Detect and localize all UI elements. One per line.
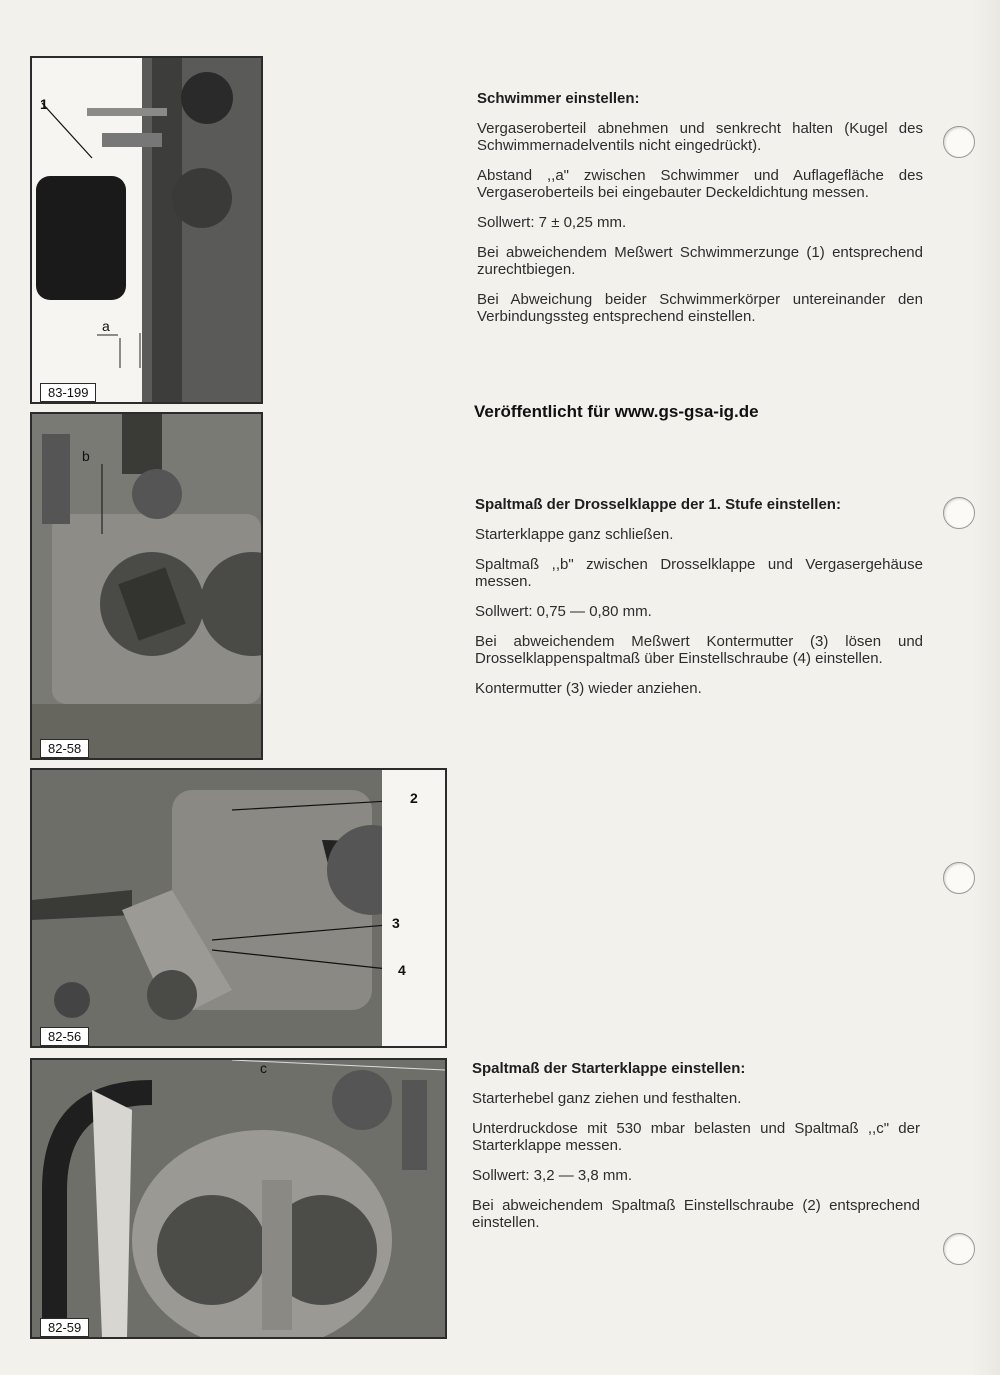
section-paragraph: Bei abweichendem Meßwert Schwimmerzunge (1) entsprechend zurechtbiegen. [477, 244, 923, 278]
choke-photo-illustration [32, 1060, 445, 1337]
figure-linkage-photo [30, 768, 447, 1048]
punch-hole [943, 126, 975, 158]
section-throttle-gap [475, 496, 923, 710]
section-paragraph: Bei abweichendem Meßwert Kontermutter (3) lösen und Drosselklappenspaltmaß über Einstellschraube (4) einstellen. [475, 633, 923, 667]
section-heading: Spaltmaß der Starterklappe einstellen: [472, 1060, 746, 1077]
figure-number: 83-199 [40, 383, 96, 402]
figure-number: 82-59 [40, 1318, 89, 1337]
section-paragraph: Vergaseroberteil abnehmen und senkrecht halten (Kugel des Schwimmernadelventils nicht eingedrückt). [477, 120, 923, 154]
throttle-photo-illustration [32, 414, 261, 758]
figure-float-photo [30, 56, 263, 404]
figure-number: 82-56 [40, 1027, 89, 1046]
figure-throttle-photo [30, 412, 263, 760]
callout-label: 1 [40, 96, 48, 112]
section-float-adjust [477, 90, 923, 338]
figure-choke-photo [30, 1058, 447, 1339]
section-paragraph: Starterhebel ganz ziehen und festhalten. [472, 1090, 742, 1107]
section-choke-gap [472, 1060, 920, 1244]
section-paragraph: Spaltmaß ,,b" zwischen Drosselklappe und Vergasergehäuse messen. [475, 556, 923, 590]
section-paragraph: Sollwert: 0,75 — 0,80 mm. [475, 603, 652, 620]
section-heading: Spaltmaß der Drosselklappe der 1. Stufe einstellen: [475, 496, 841, 513]
float-photo-illustration [32, 58, 261, 402]
page-edge [972, 0, 1000, 1375]
callout-label: c [260, 1060, 267, 1076]
callout-label: 4 [398, 962, 406, 978]
callout-label: 3 [392, 915, 400, 931]
punch-hole [943, 497, 975, 529]
section-paragraph: Sollwert: 3,2 — 3,8 mm. [472, 1167, 633, 1184]
section-paragraph: Abstand ,,a" zwischen Schwimmer und Auflagefläche des Vergaseroberteils bei eingebauter Deckeldichtung messen. [477, 167, 923, 201]
punch-hole [943, 862, 975, 894]
section-paragraph: Unterdruckdose mit 530 mbar belasten und Spaltmaß ,,c" der Starterklappe messen. [472, 1120, 920, 1154]
section-paragraph: Sollwert: 7 ± 0,25 mm. [477, 214, 627, 231]
callout-label: 2 [410, 790, 418, 806]
published-for-watermark: Veröffentlicht für www.gs-gsa-ig.de [474, 402, 759, 421]
section-paragraph: Bei abweichendem Spaltmaß Einstellschraube (2) entsprechend einstellen. [472, 1197, 920, 1231]
figure-number: 82-58 [40, 739, 89, 758]
section-paragraph: Bei Abweichung beider Schwimmerkörper untereinander den Verbindungssteg entsprechend einstellen. [477, 291, 923, 325]
section-paragraph: Starterklappe ganz schließen. [475, 526, 674, 543]
callout-label: b [82, 448, 90, 464]
section-paragraph: Kontermutter (3) wieder anziehen. [475, 680, 702, 697]
section-heading: Schwimmer einstellen: [477, 90, 640, 107]
linkage-photo-illustration [32, 770, 445, 1046]
callout-label: a [102, 318, 110, 334]
punch-hole [943, 1233, 975, 1265]
